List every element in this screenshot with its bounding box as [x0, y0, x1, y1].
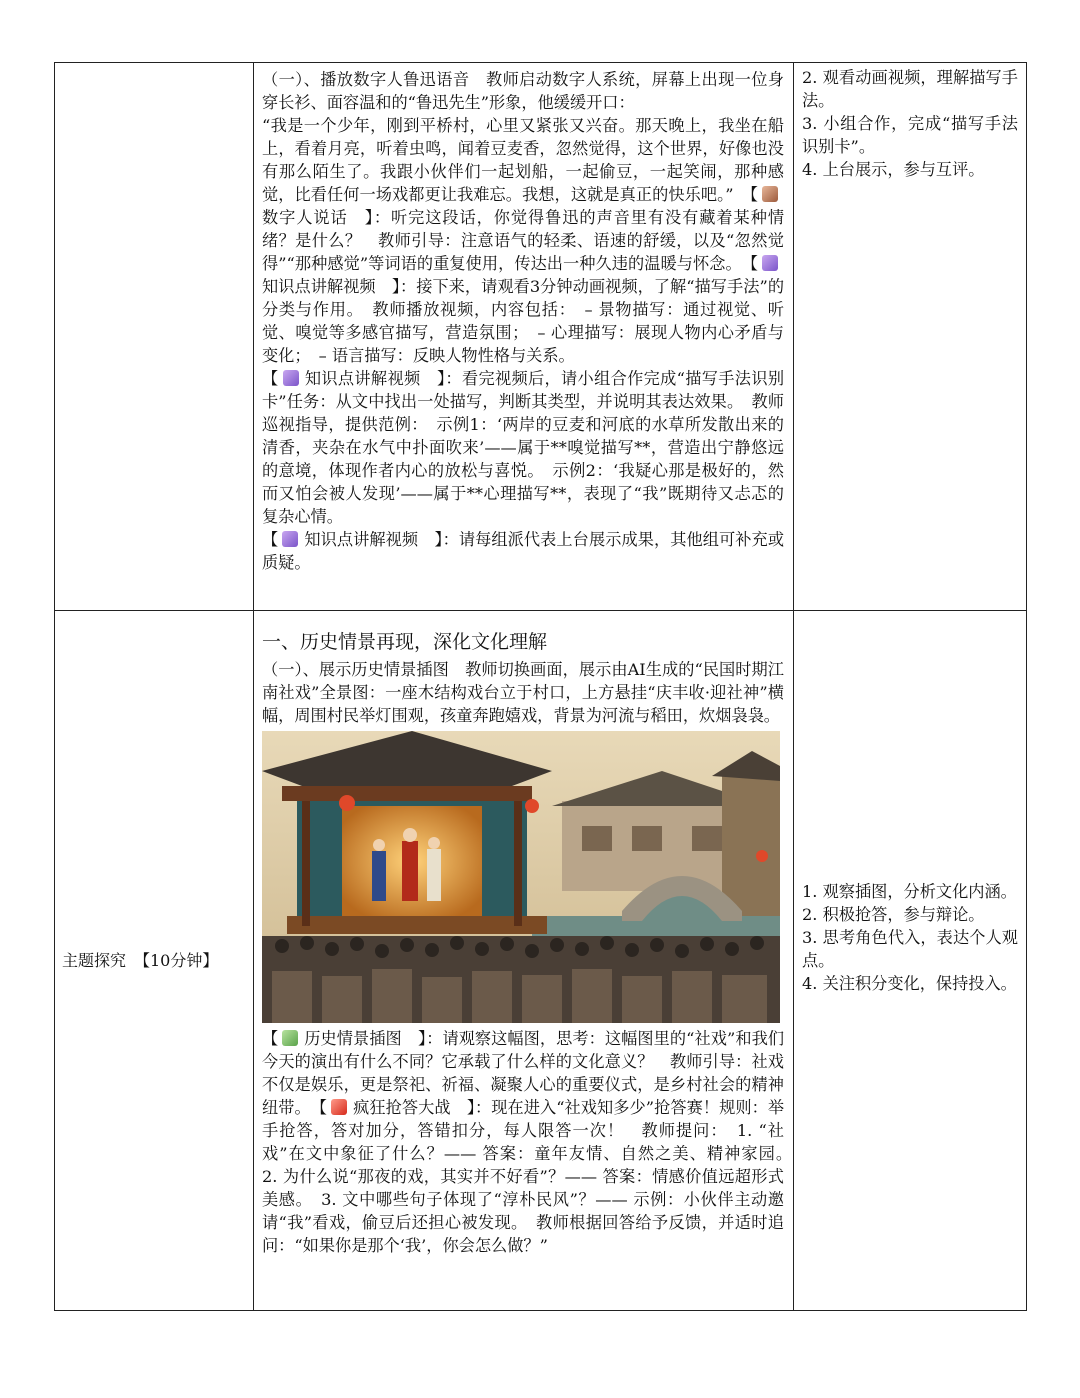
- tag-quiz-battle: 疯狂抢答大战: [353, 1098, 451, 1117]
- table-border-bottom: [54, 1310, 1027, 1311]
- tag-digital-human: 数字人说话: [262, 208, 348, 227]
- list-item: 1. 观察插图，分析文化内涵。: [802, 882, 1017, 901]
- alarm-icon: [331, 1099, 347, 1115]
- row1-activity-cell: [262, 68, 784, 574]
- video-lecture-icon: [762, 255, 778, 271]
- tag-video-lecture: 知识点讲解视频: [304, 369, 421, 388]
- row1-paragraph-1: （一）、播放数字人鲁迅语音 教师启动数字人系统，屏幕上出现一位身穿长衫、面容温和的“鲁迅先生”形象，他缓缓开口：: [262, 70, 784, 112]
- section-title: 一、历史情景再现，深化文化理解: [262, 631, 548, 653]
- stage-label-cell: [62, 611, 248, 1310]
- row1-student-activity-cell: [802, 66, 1018, 181]
- table-border-top: [54, 62, 1027, 63]
- list-item: 2. 观看动画视频，理解描写手法。: [802, 68, 1018, 110]
- list-item: 3. 思考角色代入，表达个人观点。: [802, 928, 1018, 970]
- list-item: 2. 积极抢答，参与辩论。: [802, 905, 985, 924]
- digital-human-icon: [762, 186, 778, 202]
- list-item: 3. 小组合作，完成“描写手法识别卡”。: [802, 114, 1018, 156]
- table-border-right: [1026, 62, 1027, 1311]
- row2-activity-cell: [262, 628, 801, 1257]
- table-border-left: [54, 62, 55, 1311]
- illustration-icon: [282, 1030, 298, 1046]
- row2-paragraph-2: 【 历史情景插图 】：请观察这幅图，思考：这幅图里的“社戏”和我们今天的演出有什么不同？它承载了什么样的文化意义？ 教师引导：社戏不仅是娱乐，更是祭祀、祈福、凝聚人心的重要仪式，是乡村社会的精神纽带。 【 疯狂抢答大战 】：现在进入“社戏知多少”抢答赛！规则：举手抢答，答对加分，答错扣分，每人限答一次！ 教师提问： 1. “社戏”在文中象征了什么？—— 答案：童年友情、自然之美、精神家园。 2. 为什么说“那夜的戏，其实并不好看”？—— 答案：情感价值远超形式美感。 3. 文中哪些句子体现了“淳朴民风”？—— 示例：小伙伴主动邀请“我”看戏，偷豆后还担心被发现。 教师根据回答给予反馈，并适时追问：“如果你是那个‘我’，你会怎么做？”: [262, 1029, 801, 1255]
- list-item: 4. 关注积分变化，保持投入。: [802, 974, 1017, 993]
- tag-video-lecture: 知识点讲解视频: [262, 277, 376, 296]
- row1-paragraph-4: 【 知识点讲解视频 】：请每组派代表上台展示成果，其他组可补充或质疑。: [262, 530, 785, 572]
- tag-historical-illustration: 历史情景插图: [304, 1029, 402, 1048]
- list-item: 4. 上台展示，参与互评。: [802, 160, 985, 179]
- row2-student-activity-cell: [802, 880, 1018, 995]
- video-lecture-icon: [283, 370, 299, 386]
- row1-paragraph-3: 【 知识点讲解视频 】：看完视频后，请小组合作完成“描写手法识别卡”任务：从文中找出一处描写，判断其类型，并说明其表达效果。 教师巡视指导，提供范例： 示例1：‘两岸的豆麦和河底的水草所发散出来的清香，夹杂在水气中扑面吹来’——属于**嗅觉描写**，营造出宁静悠远的意境，体现作者内心的放松与喜悦。 示例2：‘我疑心那是极好的，然而又怕会被人发现’——属于**心理描写**，表现了“我”既期待又忐忑的复杂心情。: [262, 369, 785, 526]
- historical-scene-illustration: [262, 731, 780, 1023]
- column-divider-2: [793, 62, 794, 1311]
- stage-label: 主题探究 【10分钟】: [62, 951, 219, 970]
- row2-paragraph-1: （一）、展示历史情景插图 教师切换画面，展示由AI生成的“民国时期江南社戏”全景图：一座木结构戏台立于村口，上方悬挂“庆丰收·迎社神”横幅，周围村民举灯围观，孩童奔跑嬉戏，背景为河流与稻田，炊烟袅袅。: [262, 660, 784, 725]
- row1-paragraph-2: “我是一个少年，刚到平桥村，心里又紧张又兴奋。那天晚上，我坐在船上，看着月亮，听着虫鸣，闻着豆麦香，忽然觉得，这个世界，好像也没有那么陌生了。我跟小伙伴们一起划船，一起偷豆，一起笑闹，那种感觉，比看任何一场戏都更让我难忘。我想，这就是真正的快乐吧。” 【数字人说话 】：听完这段话，你觉得鲁迅的声音里有没有藏着某种情绪？是什么？ 教师引导：注意语气的轻柔、语速的舒缓，以及“忽然觉得”“那种感觉”等词语的重复使用，传达出一种久违的温暖与怀念。 【知识点讲解视频 】：接下来，请观看3分钟动画视频，了解“描写手法”的分类与作用。 教师播放视频，内容包括： – 景物描写：通过视觉、听觉、嗅觉等多感官描写，营造氛围； – 心理描写：展现人物内心矛盾与变化； – 语言描写：反映人物性格与关系。: [262, 116, 785, 365]
- column-divider-1: [253, 62, 254, 1311]
- video-lecture-icon: [282, 531, 298, 547]
- lesson-plan-table: [54, 62, 1027, 1311]
- tag-video-lecture: 知识点讲解视频: [304, 530, 419, 549]
